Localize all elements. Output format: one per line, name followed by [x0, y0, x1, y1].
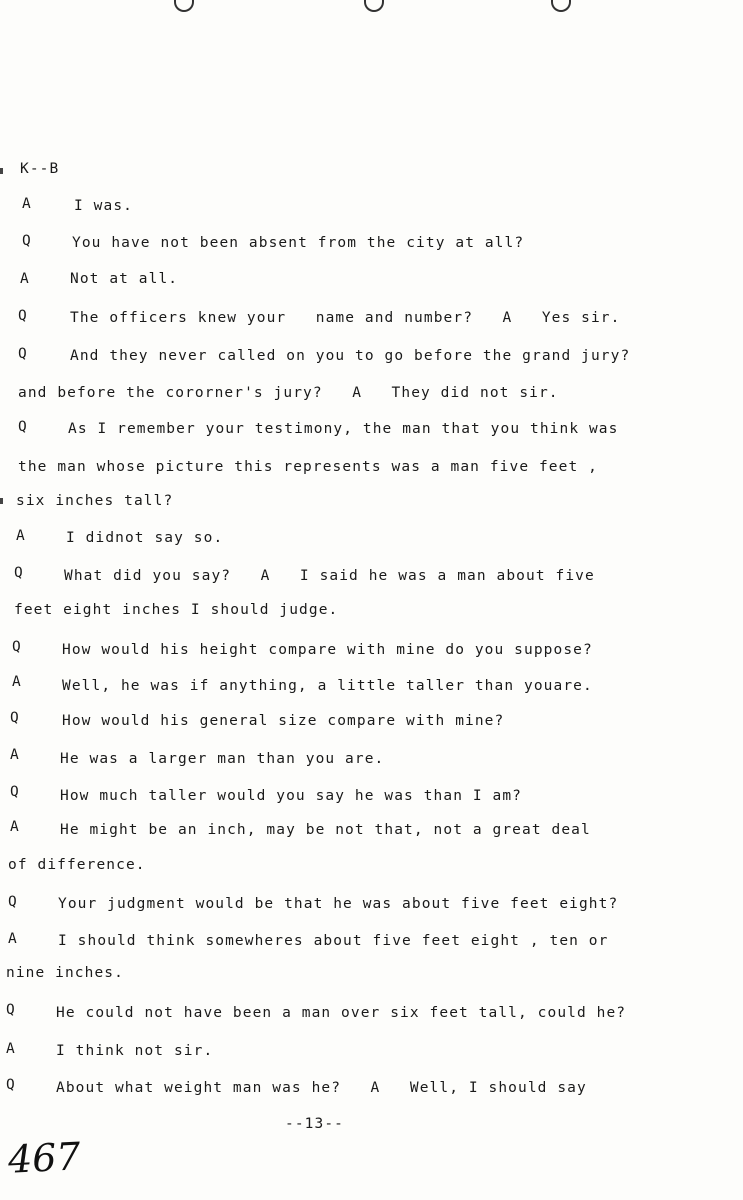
transcript-line: nine inches.	[6, 965, 124, 981]
transcript-line: I should think somewheres about five feet eight , ten or	[58, 933, 609, 949]
transcript-line: I didnot say so.	[66, 530, 224, 546]
punch-hole-mark	[364, 0, 384, 12]
transcript-line: the man whose picture this represents was a man five feet ,	[18, 459, 598, 475]
speaker-label: A	[6, 1041, 15, 1057]
margin-mark	[0, 168, 3, 174]
transcript-line: I was.	[74, 198, 133, 214]
transcript-line: How would his height compare with mine do you suppose?	[62, 642, 593, 658]
transcript-line: How would his general size compare with mine?	[62, 713, 505, 729]
speaker-label: Q	[18, 419, 27, 435]
transcript-line: Not at all.	[70, 271, 179, 287]
speaker-label: Q	[10, 710, 19, 726]
speaker-label: Q	[10, 784, 19, 800]
transcript-line: Well, he was if anything, a little taller than youare.	[62, 678, 593, 694]
speaker-label: A	[22, 196, 31, 212]
transcript-line: What did you say? A I said he was a man about five	[64, 568, 595, 584]
speaker-label: A	[10, 819, 19, 835]
speaker-label: Q	[18, 308, 27, 324]
margin-mark	[0, 498, 3, 504]
speaker-label: Q	[22, 233, 31, 249]
transcript-line: I think not sir.	[56, 1043, 214, 1059]
punch-hole-mark	[551, 0, 571, 12]
transcript-line: About what weight man was he? A Well, I should say	[56, 1080, 587, 1096]
transcript-line: six inches tall?	[16, 493, 174, 509]
punch-hole-mark	[174, 0, 194, 12]
transcript-line: He could not have been a man over six feet tall, could he?	[56, 1005, 627, 1021]
transcript-line: feet eight inches I should judge.	[14, 602, 339, 618]
transcript-line: He was a larger man than you are.	[60, 751, 385, 767]
speaker-label: Q	[8, 894, 17, 910]
speaker-label: Q	[6, 1002, 15, 1018]
transcript-line: He might be an inch, may be not that, not a great deal	[60, 822, 591, 838]
transcript-line: You have not been absent from the city at all?	[72, 235, 525, 251]
transcript-line: How much taller would you say he was than I am?	[60, 788, 522, 804]
speaker-label: A	[8, 931, 17, 947]
speaker-label: A	[16, 528, 25, 544]
speaker-label: A	[20, 271, 29, 287]
transcript-line: and before the cororner's jury? A They did not sir.	[18, 385, 559, 401]
speaker-label: A	[12, 674, 21, 690]
speaker-label: Q	[6, 1077, 15, 1093]
transcript-line: The officers knew your name and number? A Yes sir.	[70, 310, 621, 326]
transcript-line: And they never called on you to go before the grand jury?	[70, 348, 631, 364]
handwritten-folio-number: 467	[6, 1134, 82, 1182]
speaker-label: Q	[14, 565, 23, 581]
speaker-label: A	[10, 747, 19, 763]
speaker-label: Q	[12, 639, 21, 655]
transcript-line: of difference.	[8, 857, 146, 873]
transcript-line: Your judgment would be that he was about five feet eight?	[58, 896, 619, 912]
transcript-header: K--B	[20, 161, 60, 177]
transcript-line: As I remember your testimony, the man that you think was	[68, 421, 619, 437]
page-number: --13--	[285, 1116, 344, 1132]
speaker-label: Q	[18, 346, 27, 362]
